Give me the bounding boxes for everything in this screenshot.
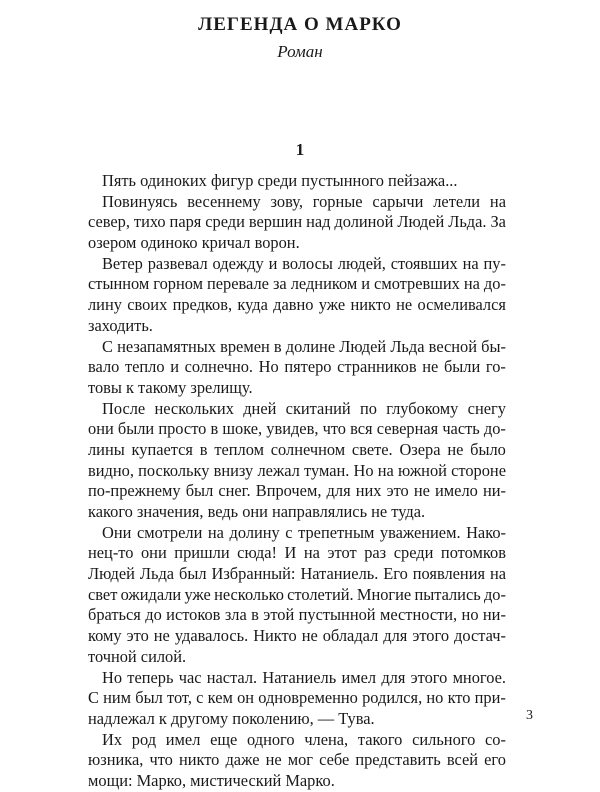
text-line: Их род имел еще одного члена, такого сильного со-: [102, 729, 506, 749]
text-line: После нескольких дней скитаний по глубокому снегу: [102, 398, 506, 418]
text-line: вало тепло и солнечно. Но пятеро странников не были го-: [88, 357, 506, 377]
text-line: видно, поскольку внизу лежал туман. Но на южной стороне: [88, 460, 506, 480]
text-line: заходить.: [88, 315, 153, 335]
text-line: нец-то они пришли сюда! И на этот раз среди потомков: [88, 543, 506, 563]
text-line: Но теперь час настал. Натаниель имел для этого многое.: [102, 667, 506, 687]
text-line: они были просто в шоке, увидев, что вся северная часть до-: [88, 419, 506, 439]
text-line: какого значения, ведь они направлялись не туда.: [88, 502, 426, 521]
text-line: надлежал к другому поколению, — Тува.: [88, 708, 375, 728]
text-line: товы к такому зрелищу.: [88, 377, 253, 397]
text-line: лины купается в теплом солнечном свете. Озера не было: [88, 439, 506, 459]
text-line: мощи: Марко, мистический Марко.: [88, 770, 335, 790]
text-line: лину своих предков, куда давно уже никто не осмеливался: [88, 295, 506, 315]
book-subtitle: Роман: [277, 42, 323, 61]
chapter-number: 1: [295, 140, 305, 159]
text-line: Пять одиноких фигур среди пустынного пейзажа...: [102, 171, 458, 190]
text-line: по-прежнему был снег. Впрочем, для них это не имело ни-: [88, 481, 506, 501]
text-line: браться до истоков зла в этой пустынной местности, но ни-: [88, 605, 506, 625]
text-line: юзника, что никто даже не мог себе представить всей его: [88, 750, 506, 770]
text-line: север, тихо паря среди вершин над долиной Людей Льда. За: [88, 212, 506, 232]
page-number: 3: [526, 708, 533, 723]
body-text: [88, 171, 506, 792]
text-line: С ним был тот, с кем он одновременно родился, но кто при-: [88, 688, 506, 708]
text-line: Ветер развевал одежду и волосы людей, стоявших на пу-: [102, 253, 506, 273]
text-line: свет ожидали уже несколько столетий. Многие пытались до-: [88, 584, 506, 604]
text-line: С незапамятных времен в долине Людей Льда весной бы-: [102, 336, 506, 356]
book-title: ЛЕГЕНДА О МАРКО: [198, 14, 402, 35]
text-line: озером одиноко кричал ворон.: [88, 233, 300, 253]
text-line: Повинуясь весеннему зову, горные сарычи летели на: [102, 191, 506, 211]
text-line: Они смотрели на долину с трепетным уважением. Нако-: [102, 522, 506, 542]
text-line: кому это не удавалось. Никто не обладал для этого достач-: [88, 626, 506, 646]
text-line: точной силой.: [88, 646, 187, 666]
text-line: Людей Льда был Избранный: Натаниель. Его появления на: [88, 564, 506, 584]
text-line: стынном горном перевале за ледником и смотревших на до-: [88, 274, 506, 294]
